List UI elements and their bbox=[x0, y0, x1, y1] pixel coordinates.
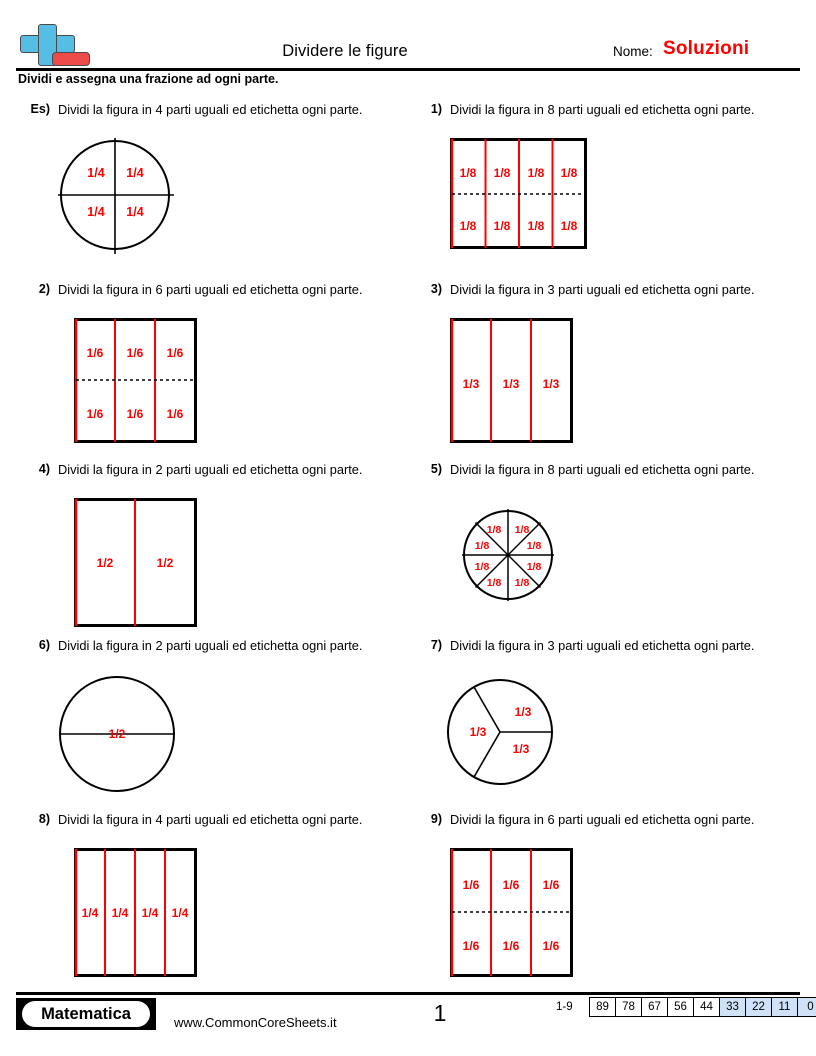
fraction-label: 1/8 bbox=[493, 219, 511, 233]
problem-text: Dividi la figura in 2 parti uguali ed etichetta ogni parte. bbox=[58, 638, 363, 653]
fraction-label: 1/6 bbox=[502, 878, 520, 892]
figure-rect-3[interactable] bbox=[450, 318, 620, 446]
fraction-label: 1/6 bbox=[502, 939, 520, 953]
figure-rect-8[interactable] bbox=[450, 138, 620, 256]
problem-number: 3) bbox=[430, 282, 442, 296]
problem-number: 8) bbox=[38, 812, 50, 826]
fraction-label: 1/6 bbox=[166, 407, 184, 421]
problem-text: Dividi la figura in 4 parti uguali ed etichetta ogni parte. bbox=[58, 102, 363, 117]
fraction-label: 1/8 bbox=[560, 219, 578, 233]
fraction-label: 1/6 bbox=[462, 878, 480, 892]
fraction-label: 1/8 bbox=[526, 561, 542, 573]
fraction-label: 1/4 bbox=[87, 205, 105, 219]
fraction-label: 1/4 bbox=[111, 906, 129, 920]
subject-badge bbox=[16, 998, 156, 1030]
score-box: 89 bbox=[590, 998, 616, 1016]
fraction-label: 1/8 bbox=[514, 577, 530, 589]
fraction-label: 1/8 bbox=[459, 166, 477, 180]
problem-number: 9) bbox=[430, 812, 442, 826]
fraction-label: 1/3 bbox=[462, 377, 480, 391]
fraction-label: 1/8 bbox=[514, 524, 530, 536]
rect-2-parts-svg bbox=[74, 498, 244, 630]
fraction-label: 1/3 bbox=[542, 377, 560, 391]
problem-number: 5) bbox=[430, 462, 442, 476]
problem-text: Dividi la figura in 3 parti uguali ed etichetta ogni parte. bbox=[450, 638, 755, 653]
fraction-label: 1/3 bbox=[512, 742, 530, 756]
header-divider bbox=[16, 68, 800, 71]
rect-4-parts-svg bbox=[74, 848, 244, 980]
fraction-label: 1/6 bbox=[462, 939, 480, 953]
fraction-label: 1/4 bbox=[87, 166, 105, 180]
problem-text: Dividi la figura in 4 parti uguali ed etichetta ogni parte. bbox=[58, 812, 363, 827]
page-number: 1 bbox=[433, 1000, 447, 1026]
score-range-label: 1-9 bbox=[556, 1001, 573, 1013]
footer-divider bbox=[16, 992, 800, 995]
fraction-label: 1/4 bbox=[141, 906, 159, 920]
figure-circle-4[interactable] bbox=[58, 138, 228, 256]
problem-number: 7) bbox=[430, 638, 442, 652]
problem-text: Dividi la figura in 8 parti uguali ed etichetta ogni parte. bbox=[450, 462, 755, 477]
fraction-label: 1/8 bbox=[474, 540, 490, 552]
fraction-label: 1/2 bbox=[108, 727, 126, 741]
fraction-label: 1/8 bbox=[493, 166, 511, 180]
problem-text: Dividi la figura in 6 parti uguali ed etichetta ogni parte. bbox=[58, 282, 363, 297]
fraction-label: 1/8 bbox=[527, 219, 545, 233]
score-box: 0 bbox=[798, 998, 816, 1016]
problem-number: 4) bbox=[38, 462, 50, 476]
figure-rect-6b[interactable] bbox=[450, 848, 620, 980]
score-scale bbox=[589, 997, 816, 1017]
site-url: www.CommonCoreSheets.it bbox=[174, 1015, 337, 1030]
problem-text: Dividi la figura in 6 parti uguali ed etichetta ogni parte. bbox=[450, 812, 755, 827]
fraction-label: 1/6 bbox=[126, 346, 144, 360]
fraction-label: 1/8 bbox=[560, 166, 578, 180]
score-box: 56 bbox=[668, 998, 694, 1016]
problem-text: Dividi la figura in 3 parti uguali ed etichetta ogni parte. bbox=[450, 282, 755, 297]
figure-rect-4[interactable] bbox=[74, 848, 244, 980]
problem-number: Es) bbox=[30, 102, 50, 116]
rect-3-parts-svg bbox=[450, 318, 620, 446]
page-header bbox=[0, 0, 816, 86]
score-box: 33 bbox=[720, 998, 746, 1016]
fraction-label: 1/4 bbox=[171, 906, 189, 920]
fraction-label: 1/4 bbox=[81, 906, 99, 920]
circle-2-parts-svg bbox=[58, 674, 228, 799]
fraction-label: 1/4 bbox=[126, 166, 144, 180]
fraction-label: 1/8 bbox=[526, 540, 542, 552]
circle-3-parts-svg bbox=[446, 674, 616, 796]
circle-8-parts-svg bbox=[456, 498, 616, 616]
figure-circle-2[interactable] bbox=[58, 674, 228, 799]
figure-rect-6a[interactable] bbox=[74, 318, 244, 446]
fraction-label: 1/3 bbox=[502, 377, 520, 391]
fraction-label: 1/2 bbox=[156, 556, 174, 570]
problem-number: 2) bbox=[38, 282, 50, 296]
fraction-label: 1/8 bbox=[527, 166, 545, 180]
figure-circle-8[interactable] bbox=[456, 498, 616, 616]
circle-4-parts-svg bbox=[58, 138, 228, 256]
figure-rect-2[interactable] bbox=[74, 498, 244, 630]
fraction-label: 1/4 bbox=[126, 205, 144, 219]
score-box: 22 bbox=[746, 998, 772, 1016]
fraction-label: 1/2 bbox=[96, 556, 114, 570]
fraction-label: 1/6 bbox=[542, 939, 560, 953]
fraction-label: 1/3 bbox=[514, 705, 532, 719]
fraction-label: 1/3 bbox=[469, 725, 487, 739]
fraction-label: 1/8 bbox=[459, 219, 477, 233]
rect-6-parts-svg bbox=[74, 318, 244, 446]
rect-6-parts-svg-b bbox=[450, 848, 620, 980]
fraction-label: 1/8 bbox=[474, 561, 490, 573]
problem-number: 1) bbox=[430, 102, 442, 116]
problem-number: 6) bbox=[38, 638, 50, 652]
fraction-label: 1/6 bbox=[542, 878, 560, 892]
fraction-label: 1/6 bbox=[86, 346, 104, 360]
score-box: 44 bbox=[694, 998, 720, 1016]
fraction-label: 1/6 bbox=[166, 346, 184, 360]
page-title: Dividere le figure bbox=[282, 42, 408, 60]
problem-text: Dividi la figura in 2 parti uguali ed etichetta ogni parte. bbox=[58, 462, 363, 477]
subject-badge-label: Matematica bbox=[22, 1001, 150, 1027]
problem-text: Dividi la figura in 8 parti uguali ed etichetta ogni parte. bbox=[450, 102, 755, 117]
name-value: Soluzioni bbox=[663, 38, 750, 59]
fraction-label: 1/6 bbox=[86, 407, 104, 421]
fraction-label: 1/8 bbox=[486, 524, 502, 536]
score-box: 78 bbox=[616, 998, 642, 1016]
name-label: Nome: bbox=[613, 44, 653, 59]
score-box: 67 bbox=[642, 998, 668, 1016]
figure-circle-3[interactable] bbox=[446, 674, 616, 796]
fraction-label: 1/6 bbox=[126, 407, 144, 421]
score-box: 11 bbox=[772, 998, 798, 1016]
fraction-label: 1/8 bbox=[486, 577, 502, 589]
rect-8-parts-svg bbox=[450, 138, 620, 256]
instructions-text: Dividi e assegna una frazione ad ogni parte. bbox=[18, 72, 279, 86]
